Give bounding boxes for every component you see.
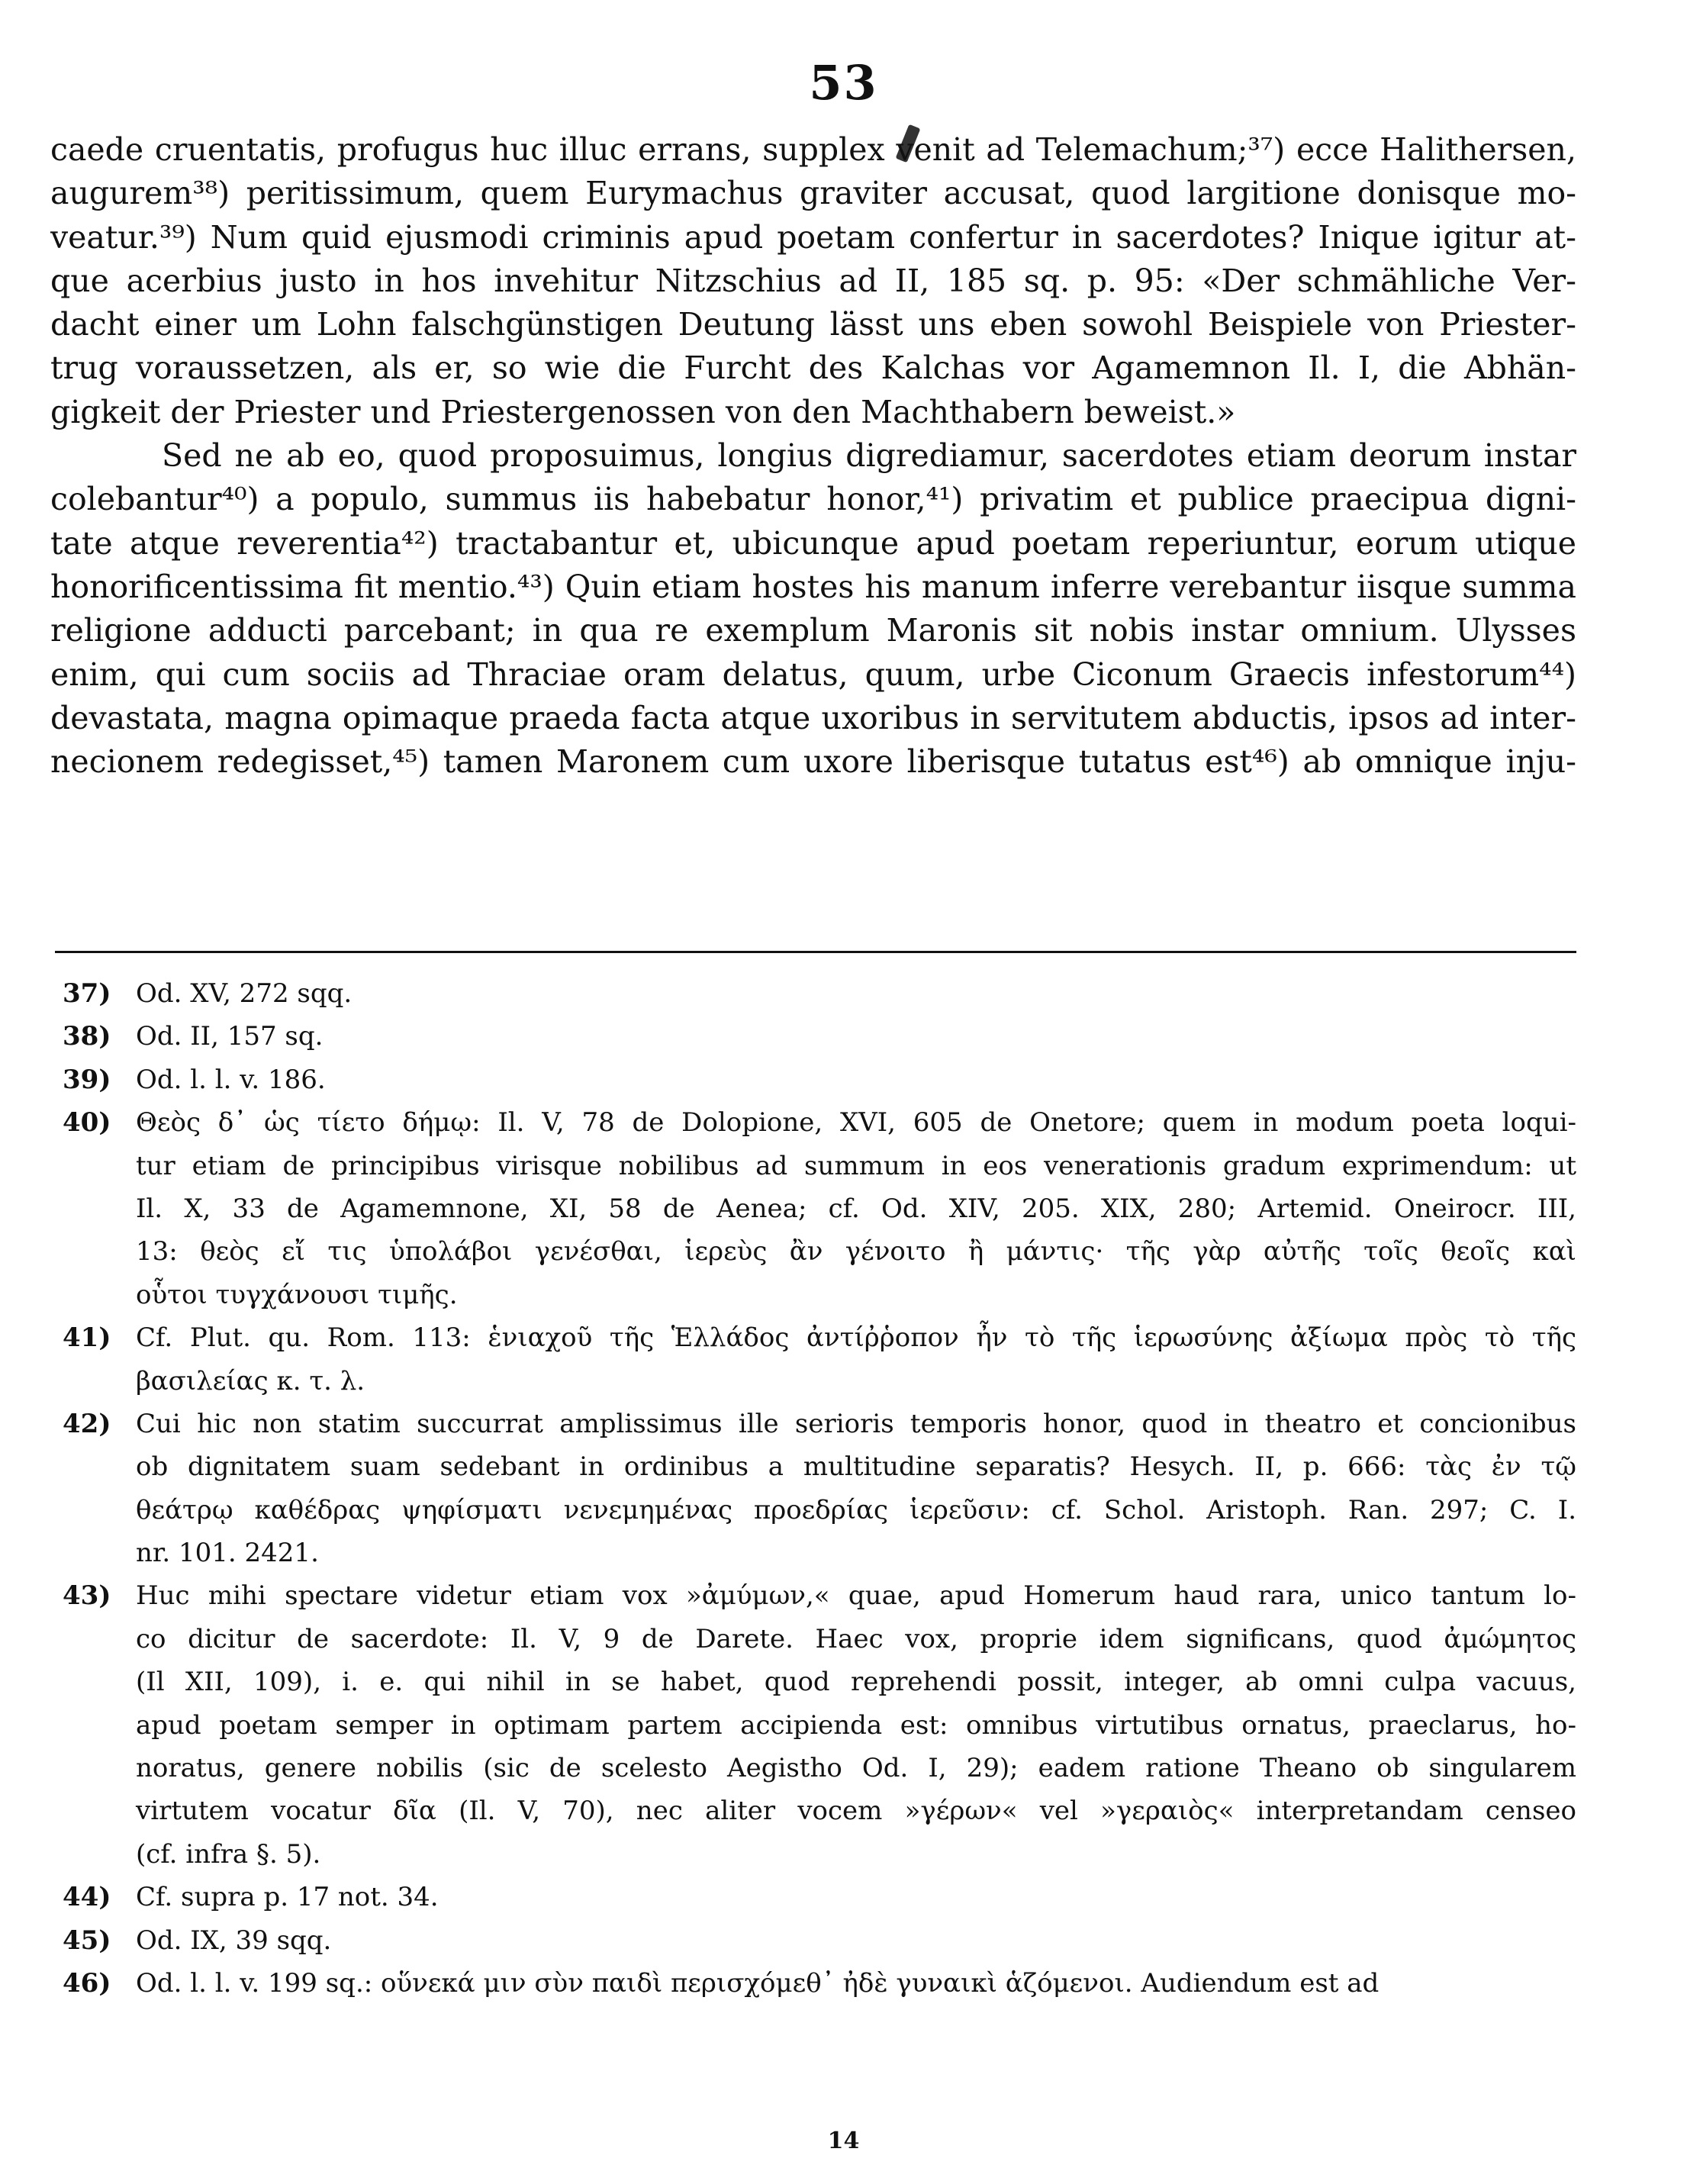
- footnote-text: co dicitur de sacerdote: Il. V, 9 de Darete. Haec vox, proprie idem significans, quod ἀμώμητος: [136, 1623, 1576, 1654]
- text-line: caede cruentatis, profugus huc illuc errans, supplex venit ad Telemachum;³⁷) ecce Halithersen,: [50, 131, 1576, 168]
- footnote-text: (Il XII, 109), i. e. qui nihil in se habet, quod reprehendi possit, integer, ab omni culpa vacuus,: [136, 1667, 1576, 1698]
- footnote: [63, 1919, 1576, 1962]
- footnote: [63, 1058, 1576, 1101]
- footnotes: [63, 972, 1576, 2005]
- text-line: enim, qui cum sociis ad Thraciae oram delatus, quum, urbe Ciconum Graecis infestorum⁴⁴): [50, 656, 1576, 693]
- text-line: honorificentissima fit mentio.⁴³) Quin etiam hostes his manum inferre verebantur iisque summa: [50, 568, 1576, 605]
- footnote-text: Huc mihi spectare videtur etiam vox »ἀμύμων,« quae, apud Homerum haud rara, unico tantum lo-: [136, 1580, 1576, 1612]
- footnote-number: 40): [63, 1107, 111, 1139]
- footnote-number: 46): [63, 1967, 111, 1999]
- footnote-number: 41): [63, 1322, 111, 1354]
- footnote-number: 45): [63, 1925, 111, 1956]
- text-line: dacht einer um Lohn falschgünstigen Deutung lässt uns eben sowohl Beispiele von Priester-: [50, 306, 1576, 343]
- footnote-text: ob dignitatem suam sedebant in ordinibus a multitudine separatis? Hesych. II, p. 666: τὰς ἐν τῷ: [136, 1451, 1576, 1483]
- text-line: religione adducti parcebant; in qua re exemplum Maronis sit nobis instar omnium. Ulysses: [50, 612, 1576, 649]
- footnote-text: virtutem vocatur δῖα (Il. V, 70), nec aliter vocem »γέρων« vel »γεραιὸς« interpretandam censeo: [136, 1796, 1576, 1827]
- text-line: tate atque reverentia⁴²) tractabantur et, ubicunque apud poetam reperiuntur, eorum utique: [50, 524, 1576, 562]
- text-line: trug voraussetzen, als er, so wie die Furcht des Kalchas vor Agamemnon Il. I, die Abhän-: [50, 350, 1576, 387]
- footnote-text: apud poetam semper in optimam partem accipienda est: omnibus virtutibus ornatus, praeclarus, ho-: [136, 1709, 1576, 1741]
- footnote-text: Il. X, 33 de Agamemnone, XI, 58 de Aenea; cf. Od. XIV, 205. XIX, 280; Artemid. Oneirocr. III,: [136, 1193, 1576, 1224]
- text-line: gigkeit der Priester und Priestergenossen von den Machthabern beweist.»: [50, 393, 1236, 430]
- footnote-text: Od. II, 157 sq.: [136, 1021, 324, 1052]
- footnote: [63, 1316, 1576, 1403]
- text-line: colebantur⁴⁰) a populo, summus iis habebatur honor,⁴¹) privatim et publice praecipua digni-: [50, 481, 1576, 518]
- footnote: [63, 1015, 1576, 1058]
- footnote: [63, 972, 1576, 1015]
- footnote: [63, 1574, 1576, 1876]
- main-text: [50, 128, 1576, 784]
- footnote-text: Od. l. l. v. 186.: [136, 1064, 326, 1095]
- footnote: [63, 1962, 1576, 2005]
- footnote-number: 43): [63, 1580, 111, 1612]
- footnote-text: Cf. Plut. qu. Rom. 113: ἑνιαχοῦ τῆς Ἑλλάδος ἀντίῤῥοπον ἦν τὸ τῆς ἱερωσύνης ἀξίωμα πρὸς τὸ τῆς: [136, 1322, 1576, 1354]
- footnote-number: 44): [63, 1882, 111, 1913]
- text-line: veatur.³⁹) Num quid ejusmodi criminis apud poetam confertur in sacerdotes? Inique igitur at-: [50, 218, 1576, 256]
- footnote-number: 39): [63, 1064, 111, 1095]
- page-number: 53: [809, 55, 878, 111]
- footnote-number: 42): [63, 1408, 111, 1439]
- text-line: augurem³⁸) peritissimum, quem Eurymachus graviter accusat, quod largitione donisque mo-: [50, 175, 1576, 212]
- footnote-text: Od. IX, 39 sqq.: [136, 1925, 332, 1956]
- footnote-text: οὗτοι τυγχάνουσι τιμῆς.: [136, 1279, 458, 1310]
- footnote-text: θεάτρῳ καθέδρας ψηφίσματι νενεμημένας προεδρίας ἱερεῦσιν: cf. Schol. Aristoph. Ran. 297; C. I.: [136, 1494, 1576, 1525]
- footnote-text: (cf. infra §. 5).: [136, 1838, 321, 1870]
- text-line: que acerbius justo in hos invehitur Nitzschius ad II, 185 sq. p. 95: «Der schmähliche Ver-: [50, 262, 1576, 299]
- footnote: [63, 1876, 1576, 1918]
- footnote-text: nr. 101. 2421.: [136, 1538, 319, 1569]
- footnote-text: 13: θεὸς εἴ τις ὑπολάβοι γενέσθαι, ἱερεὺς ἂν γένοιτο ἢ μάντις· τῆς γὰρ αὐτῆς τοῖς θεοῖς καὶ: [136, 1236, 1576, 1268]
- footnote-number: 37): [63, 978, 111, 1009]
- footnote-text: Od. XV, 272 sqq.: [136, 978, 353, 1009]
- footnote-text: Cf. supra p. 17 not. 34.: [136, 1882, 439, 1913]
- text-line: Sed ne ab eo, quod proposuimus, longius digrediamur, sacerdotes etiam deorum instar: [162, 437, 1576, 475]
- text-line: necionem redegisset,⁴⁵) tamen Maronem cum uxore liberisque tutatus est⁴⁶) ab omnique inju-: [50, 743, 1576, 781]
- signature-mark: 14: [827, 2128, 860, 2154]
- footnote-text: βασιλείας κ. τ. λ.: [136, 1365, 365, 1396]
- footnote: [63, 1101, 1576, 1316]
- footnote-number: 38): [63, 1021, 111, 1052]
- footnote-text: Cui hic non statim succurrat amplissimus ille serioris temporis honor, quod in theatro et concionibus: [136, 1408, 1576, 1439]
- footnote-text: Θεὸς δ᾽ ὡς τίετο δήμῳ: Il. V, 78 de Dolopione, XVI, 605 de Onetore; quem in modum poeta loqui-: [136, 1107, 1576, 1139]
- footnote-text: noratus, genere nobilis (sic de scelesto Aegistho Od. I, 29); eadem ratione Theano ob singularem: [136, 1753, 1576, 1784]
- footnote-divider: [55, 951, 1576, 953]
- text-line: devastata, magna opimaque praeda facta atque uxoribus in servitutem abductis, ipsos ad inter-: [50, 699, 1576, 736]
- footnote-text: Od. l. l. v. 199 sq.: οὕνεκά μιν σὺν παιδὶ περισχόμεθ᾽ ἠδὲ γυναικὶ ἁζόμενοι. Audiendum est ad: [136, 1967, 1380, 1999]
- footnote-text: tur etiam de principibus virisque nobilibus ad summum in eos venerationis gradum exprimendum: ut: [136, 1150, 1576, 1181]
- footnote: [63, 1403, 1576, 1575]
